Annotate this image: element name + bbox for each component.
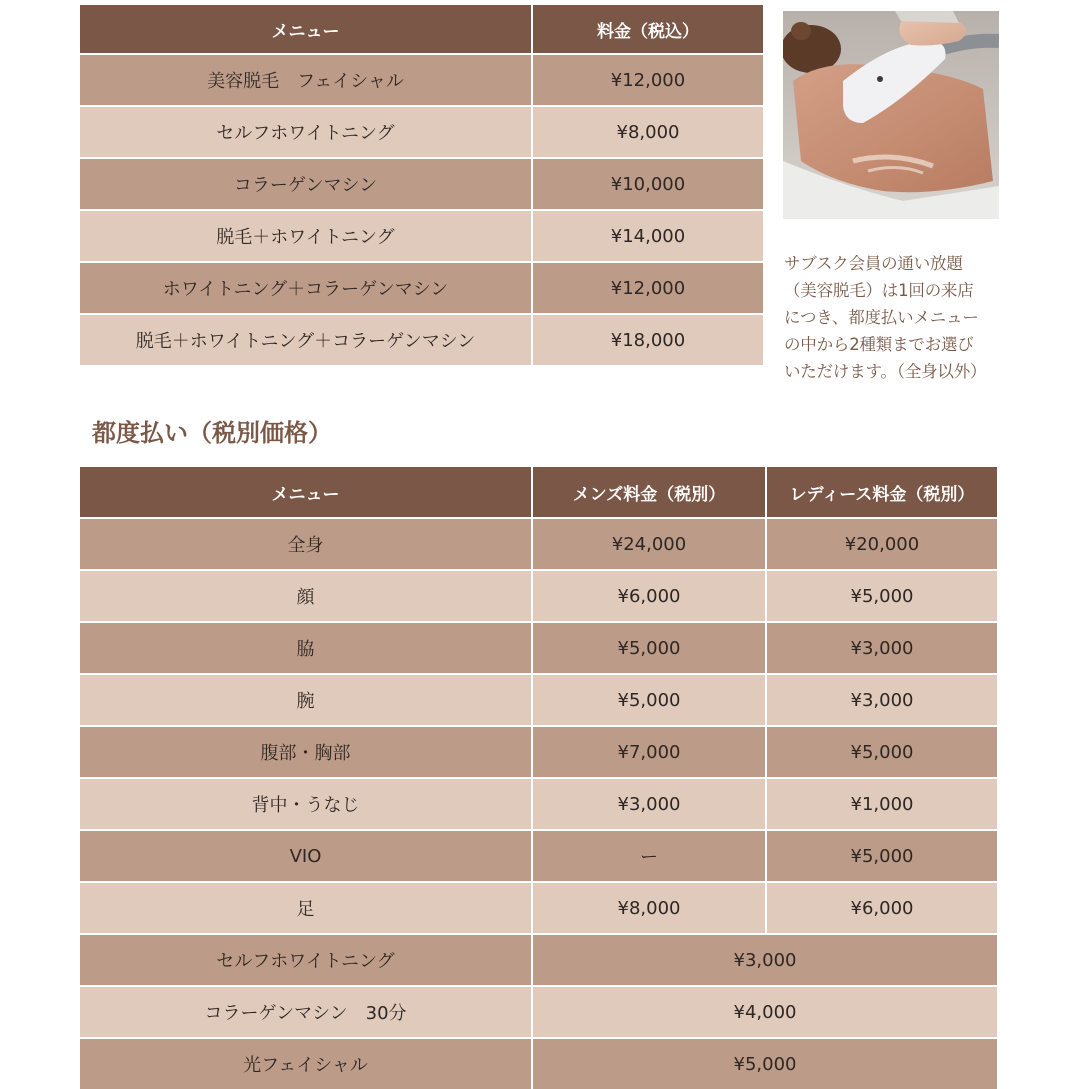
table-row-menu: 脇 [80,623,531,673]
column-header-menu: メニュー [80,467,531,517]
table-row-ladies-price: ¥5,000 [767,831,997,881]
table-row-menu: 脱毛＋ホワイトニング [80,211,531,261]
column-header-menu: メニュー [80,5,531,53]
table-row-menu: 足 [80,883,531,933]
table-row-ladies-price: ¥5,000 [767,727,997,777]
table-row-mens-price: ¥6,000 [533,571,765,621]
table-row-menu: 脱毛＋ホワイトニング＋コラーゲンマシン [80,315,531,365]
table-row-ladies-price: ¥5,000 [767,571,997,621]
table-row-shared-price: ¥4,000 [533,987,997,1037]
section-title: 都度払い（税別価格） [92,419,332,447]
table-row-shared-price: ¥3,000 [533,935,997,985]
table-row-mens-price: ¥24,000 [533,519,765,569]
table-row-shared-price: ¥5,000 [533,1039,997,1089]
table-row-price: ¥18,000 [533,315,763,365]
table-row-menu: 全身 [80,519,531,569]
table-row-price: ¥12,000 [533,55,763,105]
table-row-ladies-price: ¥1,000 [767,779,997,829]
table-row-mens-price: ¥3,000 [533,779,765,829]
column-header-ladies-price: レディース料金（税別） [767,467,997,517]
table-row-menu: VIO [80,831,531,881]
table-row-menu: 顔 [80,571,531,621]
table-row-mens-price: ¥7,000 [533,727,765,777]
table-row-price: ¥14,000 [533,211,763,261]
table-row-price: ¥10,000 [533,159,763,209]
table-row-menu: セルフホワイトニング [80,935,531,985]
table-row-ladies-price: ¥6,000 [767,883,997,933]
table-row-menu: コラーゲンマシン [80,159,531,209]
table-row-mens-price: ¥5,000 [533,675,765,725]
table-row-ladies-price: ¥3,000 [767,675,997,725]
table-row-menu: ホワイトニング＋コラーゲンマシン [80,263,531,313]
pay-per-visit-price-table [80,467,997,1089]
table-row-menu: コラーゲンマシン 30分 [80,987,531,1037]
table-row-ladies-price: ¥3,000 [767,623,997,673]
table-row-ladies-price: ¥20,000 [767,519,997,569]
table-row-mens-price: ¥5,000 [533,623,765,673]
table-row-price: ¥12,000 [533,263,763,313]
table-row-price: ¥8,000 [533,107,763,157]
table-row-menu: 腕 [80,675,531,725]
subscription-note: サブスク会員の通い放題 （美容脱毛）は1回の来店 につき、都度払いメニュー の中から2種類までお選び いただけます。（全身以外） [784,254,987,381]
treatment-photo [783,11,999,219]
column-header-mens-price: メンズ料金（税別） [533,467,765,517]
table-row-mens-price: ¥8,000 [533,883,765,933]
table-row-menu: 腹部・胸部 [80,727,531,777]
table-row-menu: セルフホワイトニング [80,107,531,157]
table-row-menu: 光フェイシャル [80,1039,531,1089]
table-row-mens-price: ー [533,831,765,881]
column-header-price: 料金（税込） [533,5,763,53]
table-row-menu: 美容脱毛 フェイシャル [80,55,531,105]
table-row-menu: 背中・うなじ [80,779,531,829]
subscription-price-table [80,5,763,365]
